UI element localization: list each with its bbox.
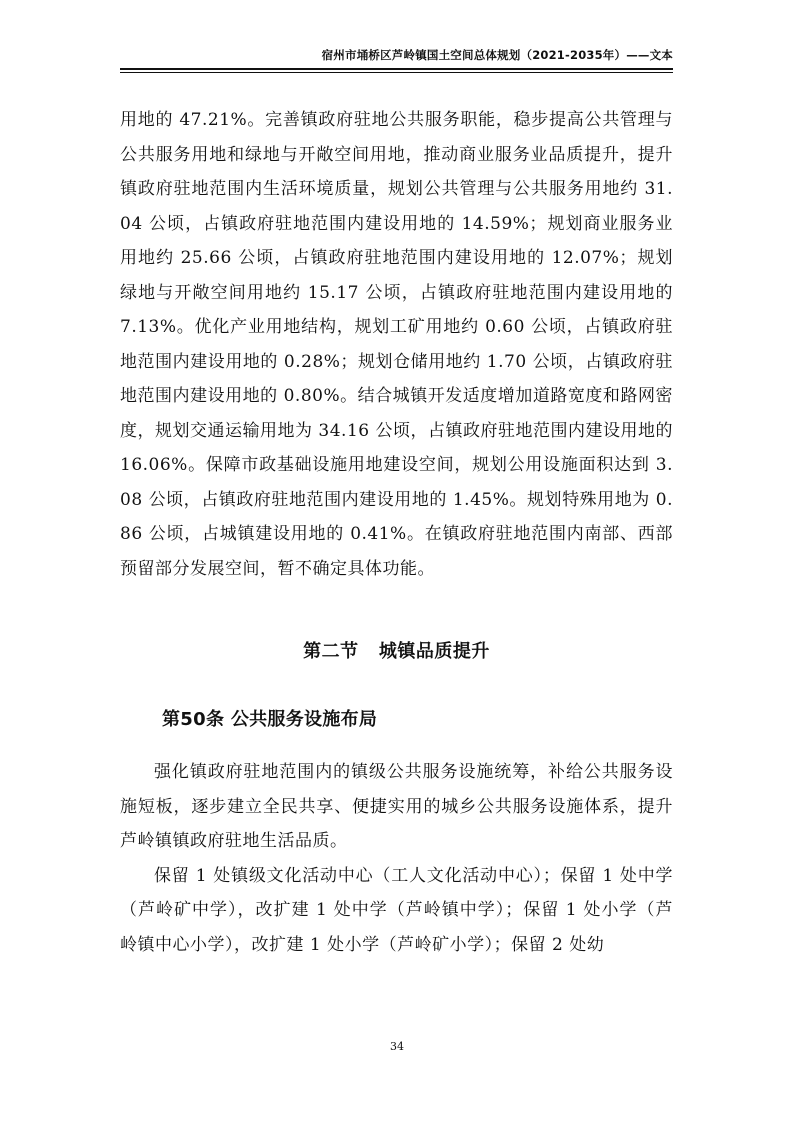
section-title: 第二节 城镇品质提升 xyxy=(303,641,490,662)
article-paragraph-1: 强化镇政府驻地范围内的镇级公共服务设施统筹，补给公共服务设施短板，逐步建立全民共享、便捷实用的城乡公共服务设施体系，提升芦岭镇镇政府驻地生活品质。 xyxy=(120,762,673,851)
article-title: 第50条 公共服务设施布局 xyxy=(162,709,378,730)
land-use-paragraph: 用地的 47.21%。完善镇政府驻地公共服务职能，稳步提高公共管理与公共服务用地和绿地与开敞空间用地，推动商业服务业品质提升，提升镇政府驻地范围内生活环境质量，规划公共管理与公共服务用地约 31.04 公顷，占镇政府驻地范围内建设用地的 14.59%；规划商业服务业用地约 25.66 公顷，占镇政府驻地范围内建设用地的 12.07%；规划绿地与开敞空间用地约 15.17 公顷，占镇政府驻地范围内建设用地的 7.13%。优化产业用地结构，规划工矿用地约 0.60 公顷，占镇政府驻地范围内建设用地的 0.28%；规划仓储用地约 1.70 公顷，占镇政府驻地范围内建设用地的 0.80%。结合城镇开发适度增加道路宽度和路网密度，规划交通运输用地为 34.16 公顷，占镇政府驻地范围内建设用地的 16.06%。保障市政基础设施用地建设空间，规划公用设施面积达到 3.08 公顷，占镇政府驻地范围内建设用地的 1.45%。规划特殊用地为 0.86 公顷，占城镇建设用地的 0.41%。在镇政府驻地范围内南部、西部预留部分发展空间，暂不确定具体功能。 xyxy=(120,110,673,579)
running-header: 宿州市埇桥区芦岭镇国土空间总体规划（2021-2035年）——文本 xyxy=(321,48,673,62)
page-number: 34 xyxy=(390,1040,404,1053)
header-rule-thin xyxy=(120,72,673,73)
document-body xyxy=(120,103,673,962)
header-rule-thick xyxy=(120,68,673,70)
article-paragraph-2: 保留 1 处镇级文化活动中心（工人文化活动中心）；保留 1 处中学（芦岭矿中学），改扩建 1 处中学（芦岭镇中学）；保留 1 处小学（芦岭镇中心小学），改扩建 1 处小学（芦岭矿小学）；保留 2 处幼 xyxy=(120,865,673,955)
